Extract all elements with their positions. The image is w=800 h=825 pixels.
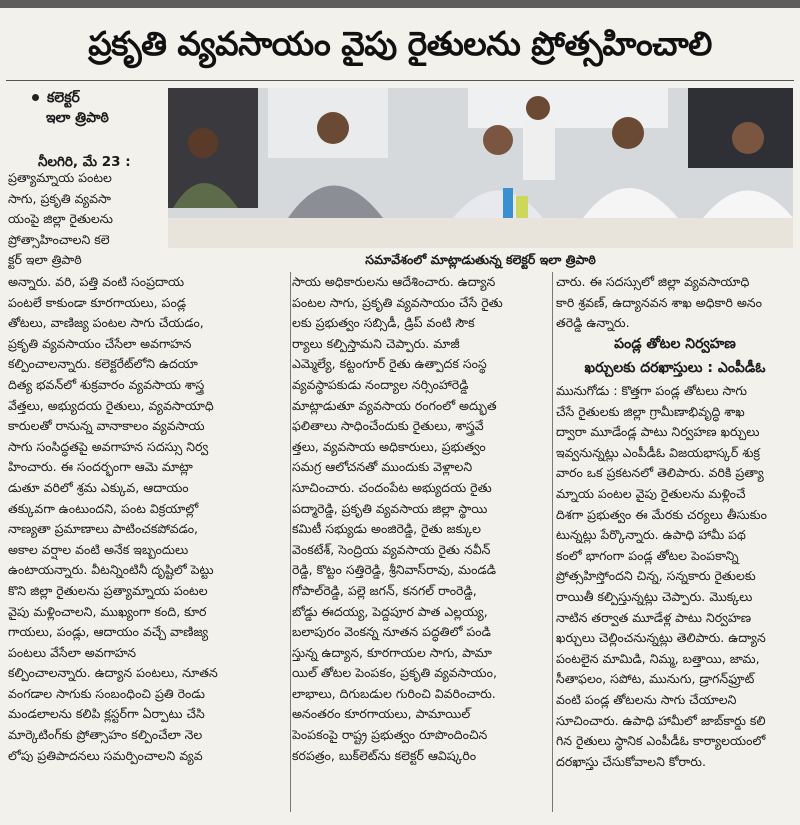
text-line: వంగడాల సాగుకు సంబంధించి ప్రతి రెండు — [8, 685, 205, 701]
byline-title — [8, 88, 166, 108]
text-line: చారు. ఈ సదస్సులో జిల్లా వ్యవసాయాధి — [556, 274, 750, 289]
text-line: వేత్తలు, అభ్యుదయ రైతులు, వ్యవసాయాధి — [8, 397, 214, 413]
column1-top — [8, 168, 166, 271]
text-line: లోపు ప్రతిపాదనలు సమర్పించాలని వ్యవ — [8, 747, 203, 763]
text-line: ఉంటాయన్నారు. వీటన్నింటినీ దృష్టిలో పెట్టు — [8, 562, 214, 578]
text-line: అకాల వర్షాల వంటి అనేక ఇబ్బందులు — [8, 541, 189, 557]
text-line: లకు ప్రభుత్వం సబ్సిడీ, డ్రిప్ వంటి సౌక — [292, 315, 475, 331]
text-line: యిల్ తోటల పెంపకం, ప్రకృతి వ్యవసాయం, — [292, 665, 497, 681]
text-line: టున్నట్లు పేర్కొన్నారు. ఉపాధి హామీ పథ — [556, 527, 746, 543]
text-line: తక్కువగా ఉంటుందని, పంట విక్రయాల్లో — [8, 500, 199, 516]
text-line: కారి శ్రవణ్, ఉద్యానవన శాఖ అధికారి అనం — [556, 294, 762, 310]
text-line: తరెడ్డి ఉన్నారు. — [556, 315, 630, 331]
text-line: గోపాల్‌రెడ్డి, పల్లె జగన్, కనగల్ రాంరెడ్డి, — [292, 582, 477, 598]
text-line: ప్రోత్సాహించాలని కలె — [8, 231, 110, 247]
text-line: నాణ్యతా ప్రమాణాలు పాటించకపోవడం, — [8, 521, 199, 537]
text-line: పంటల సాగు, ప్రకృతి వ్యవసాయం చేసే రైతు — [292, 294, 503, 310]
text-line: దిత్య భవన్‌లో శుక్రవారం వ్యవసాయ శాస్త్ర — [8, 376, 205, 392]
text-line: మండలాలను కలిపి క్లస్టర్‌గా ఏర్పాటు చేసి — [8, 706, 205, 722]
text-line: సీతాఫలం, సపోట, మునుగు, డ్రాగన్‌ఫ్రూట్ — [556, 671, 755, 687]
text-line: బలాపురం వెంకన్న నూతన పద్ధతిలో పండి — [292, 624, 491, 640]
text-line: పంటలే కాకుండా కూరగాయలు, పండ్ల — [8, 294, 187, 310]
meeting-photo-illustration — [168, 88, 793, 248]
text-line: పంటలు వేసేలా అవగాహన — [8, 644, 137, 660]
text-line: వారం ఒక ప్రకటనలో తెలిపారు. వరికి ప్రత్యా — [556, 465, 764, 481]
text-line: ఇవ్వనున్నట్లు ఎంపీడీఓ విజయభాస్కర్ శుక్ర — [556, 444, 760, 460]
text-line: కారులతో రానున్న వానాకాలం వ్యవసాయ — [8, 418, 205, 434]
text-line: నాటిన తర్వాత మూడేళ్ల పాటు నిర్వహణ — [556, 609, 752, 625]
column2 — [292, 272, 548, 766]
byline — [8, 88, 166, 172]
text-line: గిన రైతులు స్థానిక ఎంపీడీఓ కార్యాలయంలో — [556, 733, 766, 749]
text-line: దిశగా ప్రభుత్వం ఈ మేరకు చర్యలు తీసుకుం — [556, 506, 767, 522]
text-line: సాయ అధికారులను ఆదేశించారు. ఉద్యాన — [292, 274, 496, 289]
text-line: వైపు మళ్లించాలని, ముఖ్యంగా కంది, కూర — [8, 603, 207, 619]
text-line: యంపై జిల్లా రైతులను — [8, 211, 113, 227]
text-line: మాట్లాడుతూ వ్యవసాయ రంగంలో అద్భుత — [292, 397, 497, 413]
text-line: కొని జిల్లా రైతులను ప్రత్యామ్నాయ పంటల — [8, 582, 208, 598]
dateline: నీలగిరి, మే 23 : — [38, 154, 131, 170]
column-rule — [552, 272, 553, 812]
text-line: సాగు, ప్రకృతి వ్యవసా — [8, 190, 111, 206]
subheadline-line1: పండ్ల తోటల నిర్వహణ — [614, 336, 736, 352]
text-line: త్తలు, వ్యవసాయ అధికారులు, ప్రభుత్వం — [292, 438, 486, 454]
text-line: గాయలు, పండ్లు, ఆదాయం వచ్చే వాణిజ్య — [8, 624, 209, 640]
subheadline-line2: ఖర్చులకు దరఖాస్తులు : ఎంపీడీఓ — [584, 360, 766, 376]
text-line: ఎమ్మెల్యే, కట్టంగూర్ రైతు ఉత్పాదక సంస్థ — [292, 356, 487, 372]
text-line: వెంకటేశ్, సెంద్రియ వ్యవసాయ రైతు నవీన్ — [292, 541, 491, 557]
text-line: రాయితీ కల్పిస్తున్నట్లు చెప్పారు. మొక్కలు — [556, 588, 753, 604]
text-line: రెడ్డి, కొట్టం సత్తిరెడ్డి, శ్రీనివాస్‌రావు, మండడి — [292, 562, 496, 578]
text-line: ప్రకృతి వ్యవసాయం చేసేలా అవగాహన — [8, 335, 192, 351]
text-line: చేసే రైతులకు జిల్లా గ్రామీణాభివృద్ధి శాఖ — [556, 403, 745, 419]
text-line: అనంతరం కూరగాయలు, పామాయిల్ — [292, 706, 471, 722]
text-line: కరపత్రం, బుక్‌లెట్‌ను కలెక్టర్ ఆవిష్కరిం — [292, 747, 477, 763]
text-line: ఖర్చులు చెల్లించనున్నట్లు తెలిపారు. ఉద్యాన — [556, 630, 766, 646]
text-line: ప్రోత్సహిస్తోందని చిన్న, సన్నకారు రైతులకు — [556, 568, 756, 584]
column-rule — [290, 272, 291, 812]
text-line: ప్రత్యామ్నాయ పంటల — [8, 170, 112, 185]
text-line: స్తున్న ఉద్యాన, కూరగాయల సాగు, పామా — [292, 644, 492, 660]
column3 — [556, 381, 794, 772]
text-line: క్టర్ ఇలా త్రిపాఠి — [8, 252, 82, 268]
text-line: వ్యవస్థాపకుడు నంద్యాల నర్సింహారెడ్డి — [292, 376, 469, 392]
byline-name: ఇలా త్రిపాఠి — [46, 110, 109, 126]
photo-caption: సమావేశంలో మాట్లాడుతున్న కలెక్టర్ ఇలా త్రిపాఠి — [365, 252, 596, 267]
text-line: కల్పించాలన్నారు. ఉద్యాన పంటలు, నూతన — [8, 665, 218, 681]
news-photo — [168, 88, 793, 248]
text-line: ఫలితాలు సాధించేందుకు రైతులు, శాస్త్రవే — [292, 418, 484, 434]
text-line: డుతూ వరిలో శ్రమ ఎక్కువ, ఆదాయం — [8, 479, 189, 495]
headline-divider — [6, 80, 794, 81]
text-line: హించారు. ఈ సందర్భంగా ఆమె మాట్లా — [8, 459, 193, 475]
text-line: వంటి పండ్ల తోటలను సాగు చేయాలని — [556, 691, 737, 707]
text-line: మార్కెటింగ్‌కు ప్రోత్సాహం కల్పించేలా నెల — [8, 727, 203, 743]
text-line: సమగ్ర ఆలోచనతో ముందుకు వెళ్లాలని — [292, 459, 473, 475]
text-line: సూచించారు. ఉపాధి హామీలో జాబ్‌కార్డు కలి — [556, 712, 766, 728]
byline-title-text: కలెక్టర్ — [47, 90, 80, 106]
text-line: లాభాలు, దిగుబడుల గురించి వివరించారు. — [292, 685, 496, 701]
text-line: మునుగోడు : కొత్తగా పండ్ల తోటలు సాగు — [556, 383, 747, 398]
text-line: పద్మారెడ్డి, ప్రకృతి వ్యవసాయ జిల్లా స్థాయి — [292, 500, 488, 516]
top-edge-strip — [0, 0, 800, 8]
text-line: సాగు సంసిద్ధతపై అవగాహన సదస్సు నిర్వ — [8, 438, 209, 454]
headline: ప్రకృతి వ్యవసాయం వైపు రైతులను ప్రోత్సహించాలి — [88, 24, 712, 63]
text-line: అన్నారు. వరి, పత్తి వంటి సంప్రదాయ — [8, 274, 185, 289]
text-line: పంటలైన మామిడి, నిమ్మ, బత్తాయి, జామ, — [556, 650, 760, 666]
column1 — [8, 272, 290, 766]
text-line: కమిటీ సభ్యుడు అంజిరెడ్డి, రైతు జక్కుల — [292, 521, 482, 537]
text-line: తోటలు, వాణిజ్య పంటల సాగు చేయడం, — [8, 315, 204, 331]
text-line: ర్యాలు కల్పిస్తామని చెప్పారు. మాజీ — [292, 335, 460, 351]
text-line: ద్వారా మూడేండ్ల పాటు నిర్వహణ ఖర్చులు — [556, 424, 760, 440]
text-line: మ్నాయ పంటల వైపు రైతులను మళ్లించే — [556, 485, 746, 501]
text-line: బోడ్డు ఈదయ్య, పెద్దపూర పాత ఎల్లయ్య, — [292, 603, 488, 619]
text-line: సూచించారు. చందంపేట అభ్యుదయ రైతు — [292, 479, 492, 495]
text-line: కంలో భాగంగా పండ్ల తోటల పెంపకాన్ని — [556, 547, 739, 563]
text-line: కల్పించాలన్నారు. కలెక్టరేట్‌లోని ఉదయా — [8, 356, 198, 372]
bullet-icon — [32, 94, 39, 101]
column3-top — [556, 272, 794, 334]
text-line: పెంపకంపై రాష్ట్ర ప్రభుత్వం రూపొందించిన — [292, 727, 488, 743]
text-line: దరఖాస్తు చేసుకోవాలని కోరారు. — [556, 753, 706, 769]
